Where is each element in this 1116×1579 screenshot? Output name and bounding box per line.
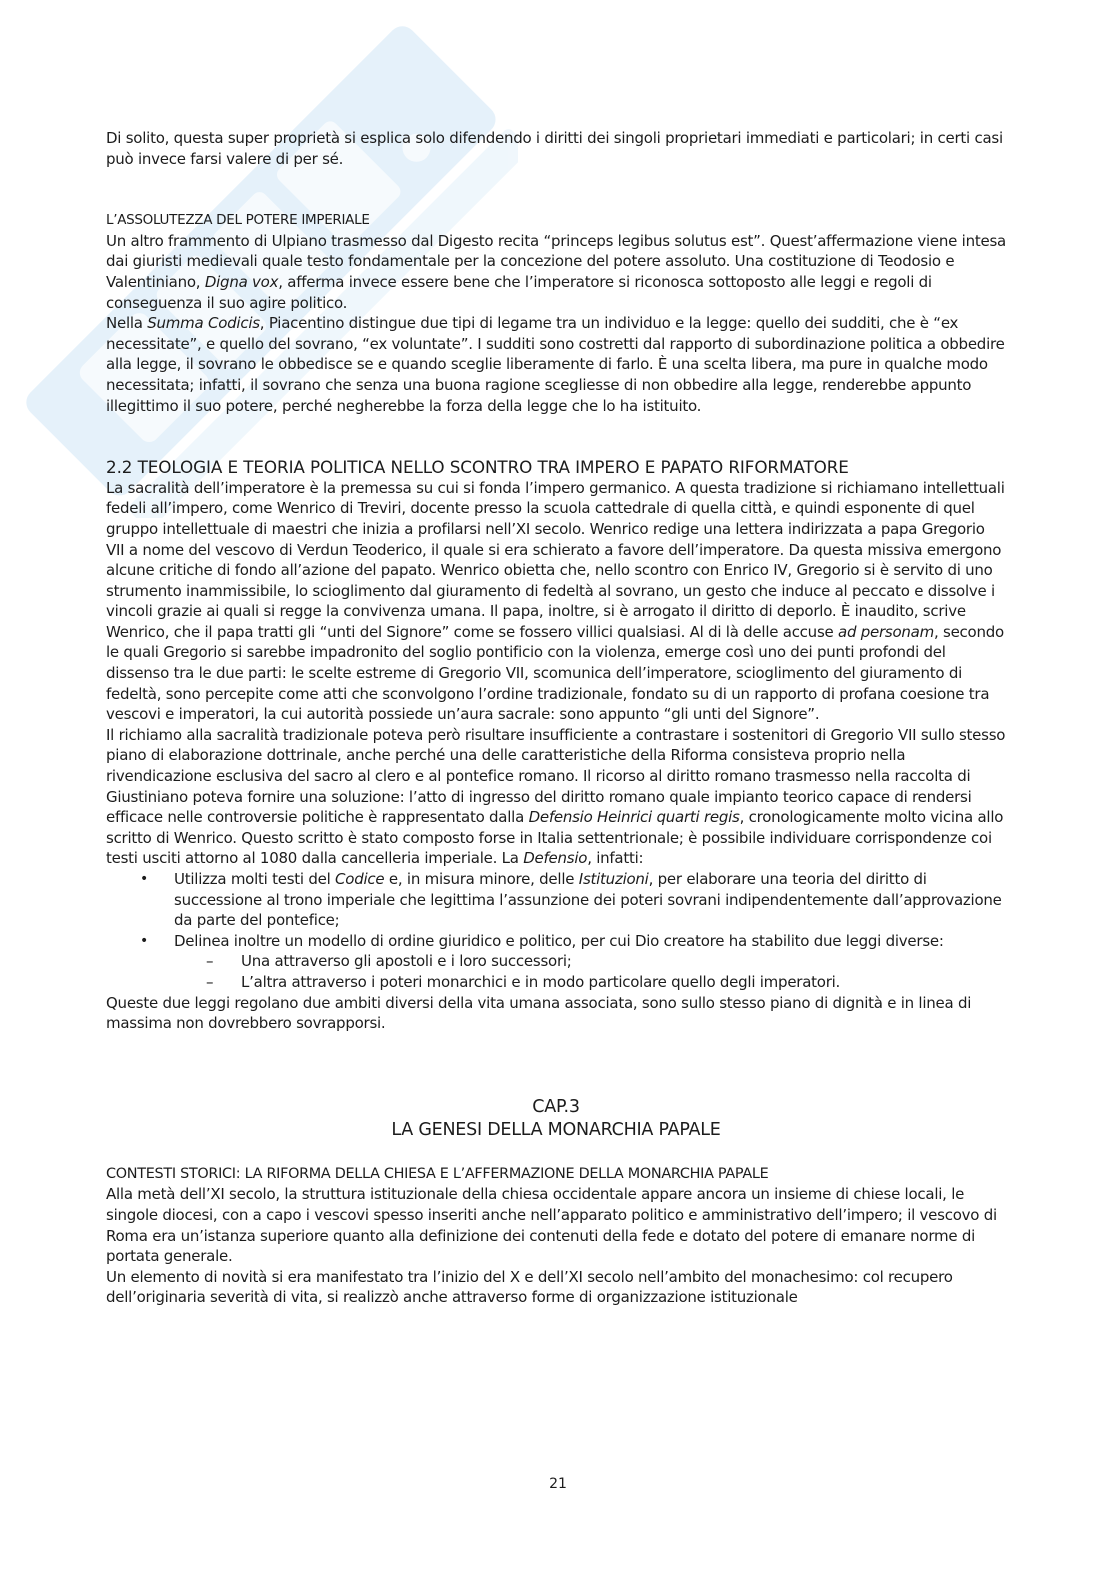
paragraph-defensio: [106, 725, 1006, 869]
spacer: [106, 1034, 1006, 1096]
italic-run: ad personam: [838, 622, 934, 641]
chapter-number: CAP.3: [532, 1096, 580, 1117]
text-run: , per elaborare una teoria del diritto di successione al trono imperiale che legittima l’assunzione dei poteri sovrani indipendentemente dall’approvazione da parte del pontefice;: [174, 870, 1002, 930]
text-run: Utilizza molti testi del: [174, 870, 331, 888]
paragraph-ulpiano: [106, 231, 1006, 313]
bullet-list: [106, 869, 1006, 951]
dash-list: [106, 951, 1006, 992]
text-run: Il richiamo alla sacralità tradizionale poteva però risultare insufficiente a contrastare i sostenitori di Gregorio VII sullo stesso piano di elaborazione dottrinale, anche perché una delle caratteristiche della Riforma consisteva proprio nella rivendicazione esclusiva del sacro al clero e al pontefice romano. Il ricorso al diritto romano trasmesso nella raccolta di Giustiniano poteva fornire una soluzione: l’atto di ingresso del diritto romano quale impianto teorico capace di rendersi efficace nelle controversie politiche è rappresentato dalla: [106, 725, 1006, 827]
section-heading-2-2: 2.2 TEOLOGIA E TEORIA POLITICA NELLO SCONTRO TRA IMPERO E PAPATO RIFORMATORE: [106, 457, 849, 478]
bullet-item-modello: [106, 931, 1006, 952]
italic-run: Istituzioni: [578, 870, 649, 888]
document-page: [106, 128, 1006, 1308]
section-heading-assolutezza: L’ASSOLUTEZZA DEL POTERE IMPERIALE: [106, 212, 370, 229]
paragraph-xi-secolo: Alla metà dell’XI secolo, la struttura istituzionale della chiesa occidentale appare ancora un insieme di chiese locali, le singole diocesi, con a capo i vescovi spesso inseriti anche nell’apparato politico e amministrativo dell’impero; il vescovo di Roma era un’istanza superiore quanto alla definizione dei contenuti della fede e dotato del potere di emanare norme di portata generale.: [106, 1185, 997, 1266]
text-run: , cronologicamente molto vicina allo scritto di Wenrico. Questo scritto è stato composto forse in Italia settentrionale; è possibile individuare corrispondenze coi testi usciti attorno al 1080 dalla cancelleria imperiale. La: [106, 808, 1004, 868]
chapter-title: LA GENESI DELLA MONARCHIA PAPALE: [391, 1119, 721, 1140]
paragraph-monachesimo: Un elemento di novità si era manifestato tra l’inizio del X e dell’XI secolo nell’ambito del monachesimo: col recupero dell’originaria severità di vita, si realizzò anche attraverso forme di organizzazione istituzionale: [106, 1267, 953, 1307]
text-run: , secondo le quali Gregorio si sarebbe impadronito del soglio pontificio con la violenza, emerge così uno dei punti profondi del dissenso tra le due parti: le scelte estreme di Gregorio VII, scomunica dell’imperatore, scioglimento del giuramento di fedeltà, sono percepite come atti che sconvolgono l’ordine tradizionale, fondato su di un rapporto di profana coesione tra vescovi e imperatori, la cui autorità possiede un’aura sacrale: sono appunto “gli unti del Signore”.: [106, 622, 1004, 724]
paragraph-piacentino: [106, 313, 1006, 416]
bullet-item-codice: [106, 869, 1006, 931]
paragraph-due-leggi: Queste due leggi regolano due ambiti diversi della vita umana associata, sono sullo stesso piano di dignità e in linea di massima non dovrebbero sovrapporsi.: [106, 993, 972, 1033]
text-run: La sacralità dell’imperatore è la premessa su cui si fonda l’impero germanico. A questa tradizione si richiamano intellettuali fedeli all’impero, come Wenrico di Treviri, docente presso la scuola cattedrale di quella città, e quindi esponente di quel gruppo intellettuale di maestri che inizia a profilarsi nell’XI secolo. Wenrico redige una lettera indirizzata a papa Gregorio VII a nome del vescovo di Verdun Teoderico, il quale si era schierato a favore dell’imperatore. Da questa missiva emergono alcune critiche di fondo all’azione del papato. Wenrico obietta che, nello scontro con Enrico IV, Gregorio si è servito di uno strumento inammissibile, lo scioglimento dal giuramento di fedeltà al sovrano, un gesto che induce al peccato e dissolve i vincoli grazie ai quali si regge la convivenza umana. Il papa, inoltre, si è arrogato il diritto di deporlo. È inaudito, scrive Wenrico, che il papa tratti gli “unti del Signore” come se fossero villici qualsiasi. Al di là delle accuse: [106, 478, 1005, 641]
italic-run: Summa Codicis: [147, 314, 260, 333]
text-run: Un altro frammento di Ulpiano trasmesso dal Digesto recita “princeps legibus solutus est”. Quest’affermazione viene intesa dai giuristi medievali quale testo fondamentale per la concezione del potere assoluto. Una costituzione di Teodosio e Valentiniano,: [106, 231, 1006, 291]
text-run: e, in misura minore, delle: [388, 870, 575, 888]
text-run: , afferma invece essere bene che l’imperatore si riconosca sottoposto alle leggi e regoli di conseguenza il suo agire politico.: [106, 272, 932, 312]
spacer: [106, 416, 1006, 457]
section-heading-contesti: CONTESTI STORICI: LA RIFORMA DELLA CHIESA E L’AFFERMAZIONE DELLA MONARCHIA PAPALE: [106, 1165, 769, 1182]
italic-run: Defensio Heinrici quarti regis: [528, 808, 740, 827]
page-number: 21: [549, 1476, 567, 1492]
italic-run: Codice: [335, 870, 385, 888]
dash-item-apostoli: – Una attraverso gli apostoli e i loro successori;: [106, 951, 1006, 972]
spacer: [106, 169, 1006, 210]
text-run: , infatti:: [587, 849, 644, 868]
paragraph-wenrico: [106, 478, 1006, 725]
spacer: [106, 1142, 1006, 1164]
italic-run: Digna vox: [204, 272, 279, 291]
text-run: Delinea inoltre un modello di ordine giuridico e politico, per cui Dio creatore ha stabilito due leggi diverse:: [174, 931, 944, 950]
dash-item-imperatori: – L’altra attraverso i poteri monarchici e in modo particolare quello degli imperatori.: [106, 972, 1006, 993]
text-run: , Piacentino distingue due tipi di legame tra un individuo e la legge: quello dei sudditi, che è “ex necessitate”, e quello del sovrano, “ex voluntate”. I sudditi sono costretti dal rapporto di subordinazione politica a obbedire alla legge, il sovrano le obbedisce se e quando sceglie liberamente di farlo. È una scelta libera, ma pure in qualche modo necessitata; infatti, il sovrano che senza una buona ragione scegliesse di non obbedire alla legge, renderebbe appunto illegittimo il suo potere, perché negherebbe la forza della legge che lo ha istituito.: [106, 314, 1005, 415]
text-run: Nella: [106, 314, 143, 333]
paragraph-intro: Di solito, questa super proprietà si esplica solo difendendo i diritti dei singoli proprietari immediati e particolari; in certi casi può invece farsi valere di per sé.: [106, 129, 1003, 168]
italic-run: Defensio: [523, 849, 588, 868]
